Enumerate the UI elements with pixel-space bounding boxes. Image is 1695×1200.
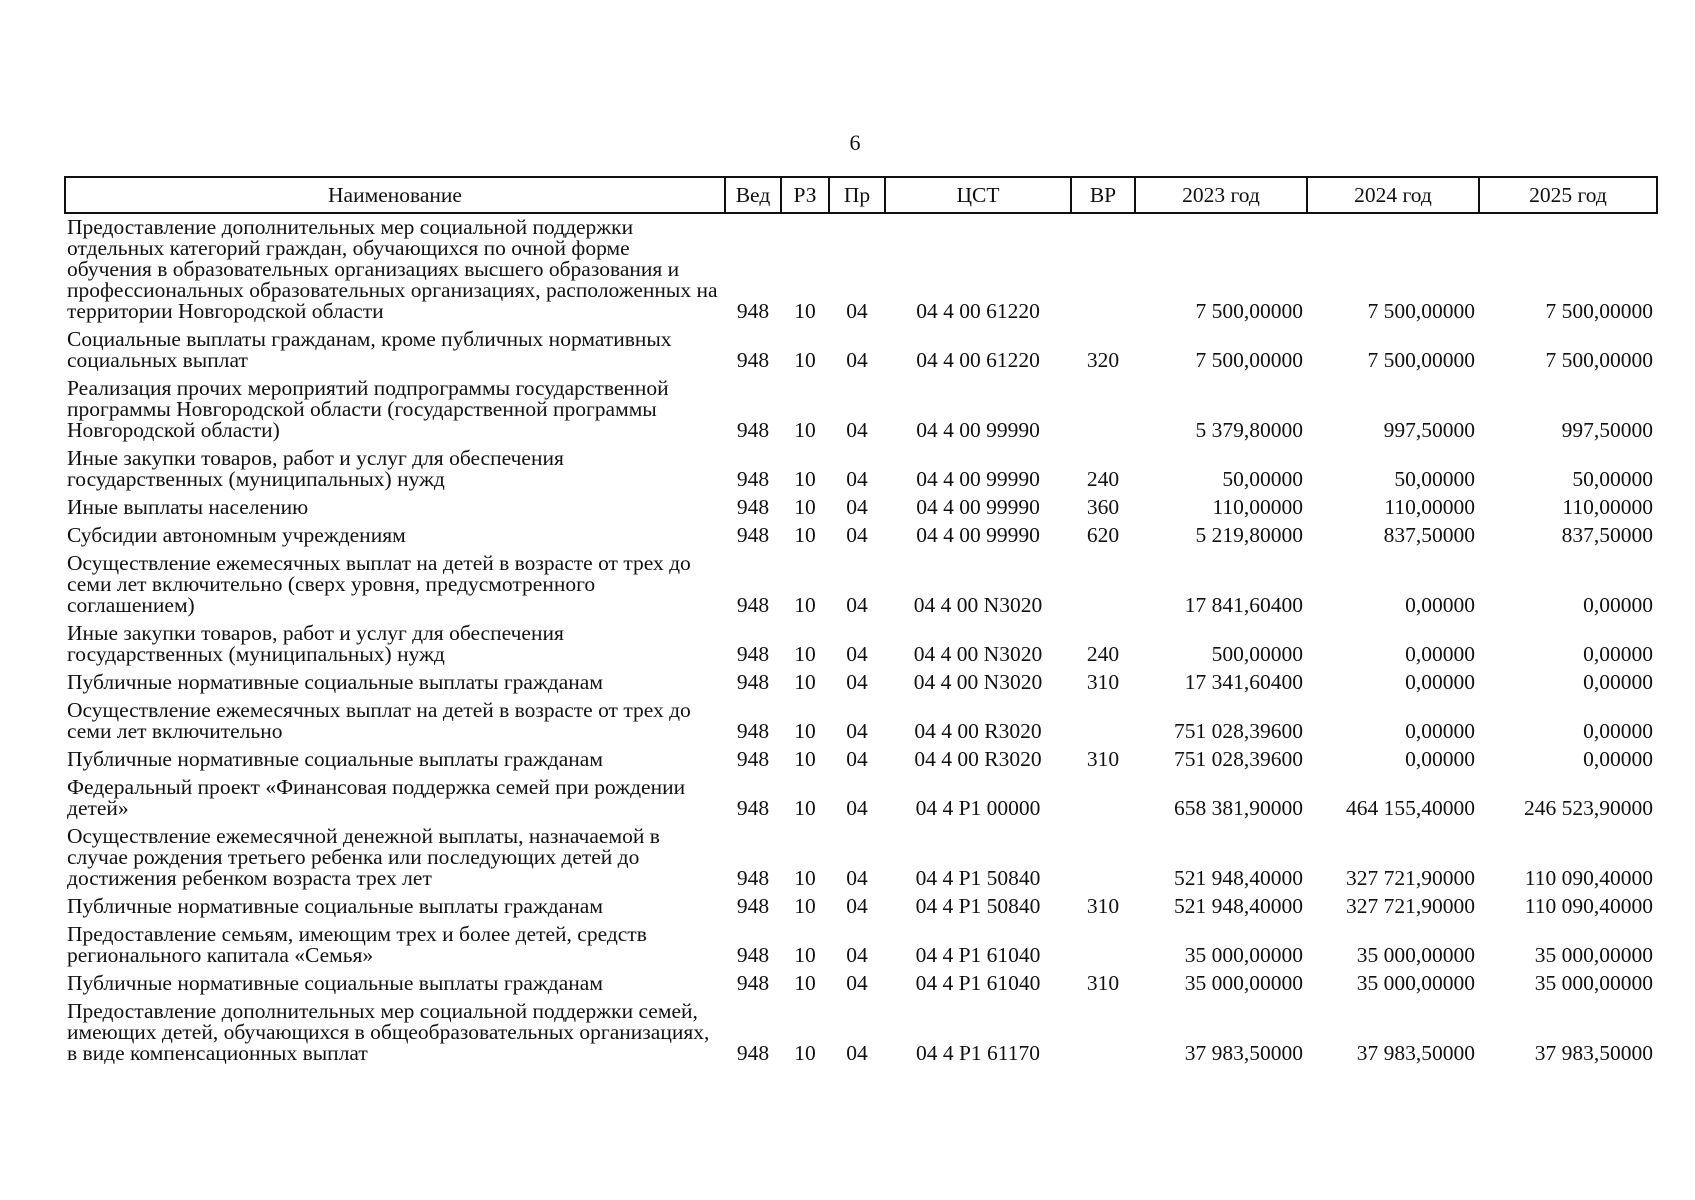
cell-2025: 110 090,40000 xyxy=(1524,894,1653,918)
header-cst: ЦСТ xyxy=(885,177,1071,213)
cell-2023: 500,00000 xyxy=(1211,642,1303,666)
cell-cst: 04 4 P1 50840 xyxy=(915,866,1041,890)
cell-pr: 04 xyxy=(846,418,868,442)
header-2024: 2024 год xyxy=(1307,177,1479,213)
cell-2024: 37 983,50000 xyxy=(1356,1041,1475,1065)
cell-vr: 310 xyxy=(1086,894,1120,918)
cell-ved: 948 xyxy=(736,747,770,771)
cell-rz: 10 xyxy=(794,670,816,694)
cell-ved: 948 xyxy=(736,971,770,995)
cell-2023: 110,00000 xyxy=(1212,495,1303,519)
cell-vr xyxy=(1071,921,1135,970)
cell-pr: 04 xyxy=(846,971,868,995)
cell-cst: 04 4 00 N3020 xyxy=(913,642,1043,666)
cell-2024: 327 721,90000 xyxy=(1346,866,1475,890)
cell-cst: 04 4 00 99990 xyxy=(916,467,1040,491)
cell-2025: 110 090,40000 xyxy=(1524,866,1653,890)
cell-ved: 948 xyxy=(736,467,770,491)
cell-ved: 948 xyxy=(736,670,770,694)
cell-2025: 246 523,90000 xyxy=(1524,796,1653,820)
cell-rz: 10 xyxy=(794,495,816,519)
cell-2024: 0,00000 xyxy=(1405,670,1475,694)
cell-rz: 10 xyxy=(794,866,816,890)
cell-2023: 5 219,80000 xyxy=(1195,523,1303,547)
cell-pr: 04 xyxy=(846,747,868,771)
cell-pr: 04 xyxy=(846,894,868,918)
cell-2023: 658 381,90000 xyxy=(1174,796,1303,820)
cell-2024: 35 000,00000 xyxy=(1356,943,1475,967)
table-row xyxy=(65,550,1657,620)
table-row xyxy=(65,494,1657,522)
cell-2023: 7 500,00000 xyxy=(1195,299,1303,323)
cell-vr xyxy=(1071,998,1135,1068)
cell-pr: 04 xyxy=(846,1041,868,1065)
cell-rz: 10 xyxy=(794,299,816,323)
header-ved: Вед xyxy=(725,177,781,213)
cell-2024: 7 500,00000 xyxy=(1367,299,1475,323)
table-row xyxy=(65,213,1657,326)
cell-pr: 04 xyxy=(846,299,868,323)
table-row xyxy=(65,893,1657,921)
cell-2025: 35 000,00000 xyxy=(1534,971,1653,995)
table-header xyxy=(65,177,1657,213)
cell-cst: 04 4 P1 61040 xyxy=(915,943,1041,967)
cell-vr xyxy=(1071,213,1135,326)
cell-ved: 948 xyxy=(736,642,770,666)
cell-vr xyxy=(1071,375,1135,445)
cell-name: Социальные выплаты гражданам, кроме публичных нормативных социальных выплат xyxy=(67,327,672,372)
cell-name: Публичные нормативные социальные выплаты гражданам xyxy=(67,670,603,694)
cell-cst: 04 4 00 99990 xyxy=(916,523,1040,547)
cell-cst: 04 4 00 61220 xyxy=(916,299,1040,323)
table-row xyxy=(65,921,1657,970)
header-rz: РЗ xyxy=(781,177,829,213)
cell-ved: 948 xyxy=(736,523,770,547)
cell-name: Предоставление дополнительных мер социальной поддержки отдельных категорий граждан, обучающихся по очной форме обучения в образовательных организациях высшего образования и профессиональных образовательных организациях, расположенных на территории Новгородской области xyxy=(67,215,718,323)
cell-cst: 04 4 00 99990 xyxy=(916,418,1040,442)
cell-2024: 0,00000 xyxy=(1405,719,1475,743)
page-number: 6 xyxy=(849,130,861,155)
cell-2023: 751 028,39600 xyxy=(1174,719,1303,743)
table-row xyxy=(65,746,1657,774)
cell-cst: 04 4 00 61220 xyxy=(916,348,1040,372)
cell-2024: 0,00000 xyxy=(1405,593,1475,617)
cell-name: Реализация прочих мероприятий подпрограммы государственной программы Новгородской области (государственной программы Новгородской области) xyxy=(67,376,669,442)
table-row xyxy=(65,697,1657,746)
cell-2024: 0,00000 xyxy=(1405,642,1475,666)
cell-name: Предоставление семьям, имеющим трех и более детей, средств регионального капитала «Семья» xyxy=(67,922,647,967)
cell-ved: 948 xyxy=(736,418,770,442)
cell-ved: 948 xyxy=(736,495,770,519)
cell-2025: 997,50000 xyxy=(1561,418,1653,442)
cell-ved: 948 xyxy=(736,796,770,820)
cell-2023: 35 000,00000 xyxy=(1184,971,1303,995)
cell-ved: 948 xyxy=(736,719,770,743)
table-row xyxy=(65,970,1657,998)
cell-ved: 948 xyxy=(736,894,770,918)
cell-pr: 04 xyxy=(846,467,868,491)
cell-cst: 04 4 00 R3020 xyxy=(914,747,1042,771)
cell-cst: 04 4 P1 61170 xyxy=(915,1041,1041,1065)
cell-vr: 320 xyxy=(1086,348,1120,372)
header-pr: Пр xyxy=(829,177,885,213)
cell-2025: 837,50000 xyxy=(1561,523,1653,547)
cell-2023: 521 948,40000 xyxy=(1174,866,1303,890)
table-row xyxy=(65,445,1657,494)
budget-table xyxy=(64,176,1658,1068)
cell-name: Публичные нормативные социальные выплаты гражданам xyxy=(67,747,603,771)
cell-cst: 04 4 P1 50840 xyxy=(915,894,1041,918)
cell-2023: 751 028,39600 xyxy=(1174,747,1303,771)
cell-rz: 10 xyxy=(794,523,816,547)
cell-vr: 360 xyxy=(1086,495,1120,519)
cell-vr: 620 xyxy=(1086,523,1120,547)
cell-rz: 10 xyxy=(794,1041,816,1065)
cell-name: Публичные нормативные социальные выплаты гражданам xyxy=(67,894,603,918)
cell-vr: 240 xyxy=(1086,642,1120,666)
cell-2024: 35 000,00000 xyxy=(1356,971,1475,995)
cell-ved: 948 xyxy=(736,866,770,890)
table-row xyxy=(65,522,1657,550)
cell-rz: 10 xyxy=(794,943,816,967)
cell-2025: 0,00000 xyxy=(1583,719,1653,743)
cell-name: Предоставление дополнительных мер социальной поддержки семей, имеющих детей, обучающихся в общеобразовательных организациях, в виде компенсационных выплат xyxy=(67,999,710,1065)
cell-2025: 0,00000 xyxy=(1583,642,1653,666)
cell-2024: 7 500,00000 xyxy=(1367,348,1475,372)
cell-2025: 110,00000 xyxy=(1562,495,1653,519)
table-row xyxy=(65,823,1657,893)
cell-2024: 997,50000 xyxy=(1383,418,1475,442)
cell-rz: 10 xyxy=(794,418,816,442)
cell-name: Публичные нормативные социальные выплаты гражданам xyxy=(67,971,603,995)
cell-pr: 04 xyxy=(846,866,868,890)
cell-2023: 17 841,60400 xyxy=(1184,593,1303,617)
cell-pr: 04 xyxy=(846,719,868,743)
cell-vr: 310 xyxy=(1086,971,1120,995)
cell-cst: 04 4 00 N3020 xyxy=(913,670,1043,694)
cell-rz: 10 xyxy=(794,593,816,617)
cell-2023: 5 379,80000 xyxy=(1195,418,1303,442)
cell-2024: 110,00000 xyxy=(1384,495,1475,519)
cell-2024: 50,00000 xyxy=(1394,467,1475,491)
cell-vr: 310 xyxy=(1086,747,1120,771)
cell-pr: 04 xyxy=(846,348,868,372)
cell-rz: 10 xyxy=(794,719,816,743)
cell-2024: 837,50000 xyxy=(1383,523,1475,547)
cell-pr: 04 xyxy=(846,593,868,617)
cell-2025: 0,00000 xyxy=(1583,593,1653,617)
cell-2025: 37 983,50000 xyxy=(1534,1041,1653,1065)
cell-vr: 310 xyxy=(1086,670,1120,694)
header-vr: ВР xyxy=(1071,177,1135,213)
cell-rz: 10 xyxy=(794,894,816,918)
cell-ved: 948 xyxy=(736,348,770,372)
table-row xyxy=(65,669,1657,697)
cell-vr xyxy=(1071,550,1135,620)
cell-2025: 7 500,00000 xyxy=(1545,348,1653,372)
cell-cst: 04 4 P1 61040 xyxy=(915,971,1041,995)
cell-2023: 37 983,50000 xyxy=(1184,1041,1303,1065)
cell-ved: 948 xyxy=(736,1041,770,1065)
cell-name: Иные закупки товаров, работ и услуг для обеспечения государственных (муниципальных) нужд xyxy=(67,621,564,666)
table-row xyxy=(65,774,1657,823)
cell-vr xyxy=(1071,697,1135,746)
cell-2023: 7 500,00000 xyxy=(1195,348,1303,372)
cell-2023: 50,00000 xyxy=(1222,467,1303,491)
cell-2025: 0,00000 xyxy=(1583,747,1653,771)
cell-cst: 04 4 00 N3020 xyxy=(913,593,1043,617)
cell-name: Федеральный проект «Финансовая поддержка семей при рождении детей» xyxy=(67,775,686,820)
cell-name: Осуществление ежемесячной денежной выплаты, назначаемой в случае рождения третьего ребенка или последующих детей до достижения ребенком возраста трех лет xyxy=(67,824,660,890)
cell-ved: 948 xyxy=(736,593,770,617)
cell-2023: 521 948,40000 xyxy=(1174,894,1303,918)
header-row xyxy=(65,177,1657,213)
cell-rz: 10 xyxy=(794,642,816,666)
cell-pr: 04 xyxy=(846,523,868,547)
cell-2025: 0,00000 xyxy=(1583,670,1653,694)
cell-2024: 464 155,40000 xyxy=(1346,796,1475,820)
cell-2025: 35 000,00000 xyxy=(1534,943,1653,967)
cell-2023: 35 000,00000 xyxy=(1184,943,1303,967)
cell-2025: 50,00000 xyxy=(1572,467,1653,491)
cell-cst: 04 4 00 99990 xyxy=(916,495,1040,519)
cell-vr xyxy=(1071,774,1135,823)
cell-vr: 240 xyxy=(1086,467,1120,491)
cell-pr: 04 xyxy=(846,670,868,694)
cell-name: Иные выплаты населению xyxy=(67,495,309,519)
cell-rz: 10 xyxy=(794,348,816,372)
cell-2024: 0,00000 xyxy=(1405,747,1475,771)
table-row xyxy=(65,620,1657,669)
cell-ved: 948 xyxy=(736,299,770,323)
cell-rz: 10 xyxy=(794,971,816,995)
table-row xyxy=(65,375,1657,445)
cell-pr: 04 xyxy=(846,796,868,820)
header-2025: 2025 год xyxy=(1479,177,1657,213)
cell-vr xyxy=(1071,823,1135,893)
cell-cst: 04 4 00 R3020 xyxy=(914,719,1042,743)
cell-2023: 17 341,60400 xyxy=(1184,670,1303,694)
table-body xyxy=(65,213,1657,1068)
cell-2024: 327 721,90000 xyxy=(1346,894,1475,918)
cell-pr: 04 xyxy=(846,495,868,519)
table-row xyxy=(65,326,1657,375)
cell-name: Осуществление ежемесячных выплат на детей в возрасте от трех до семи лет включительно (сверх уровня, предусмотренного соглашением) xyxy=(67,551,691,617)
cell-2025: 7 500,00000 xyxy=(1545,299,1653,323)
cell-name: Иные закупки товаров, работ и услуг для обеспечения государственных (муниципальных) нужд xyxy=(67,446,564,491)
table-row xyxy=(65,998,1657,1068)
cell-ved: 948 xyxy=(736,943,770,967)
cell-pr: 04 xyxy=(846,642,868,666)
cell-rz: 10 xyxy=(794,467,816,491)
cell-name: Осуществление ежемесячных выплат на детей в возрасте от трех до семи лет включительно xyxy=(67,698,691,743)
cell-cst: 04 4 P1 00000 xyxy=(915,796,1041,820)
cell-rz: 10 xyxy=(794,796,816,820)
header-name: Наименование xyxy=(65,177,725,213)
cell-name: Субсидии автономным учреждениям xyxy=(67,523,406,547)
cell-rz: 10 xyxy=(794,747,816,771)
cell-pr: 04 xyxy=(846,943,868,967)
header-2023: 2023 год xyxy=(1135,177,1307,213)
